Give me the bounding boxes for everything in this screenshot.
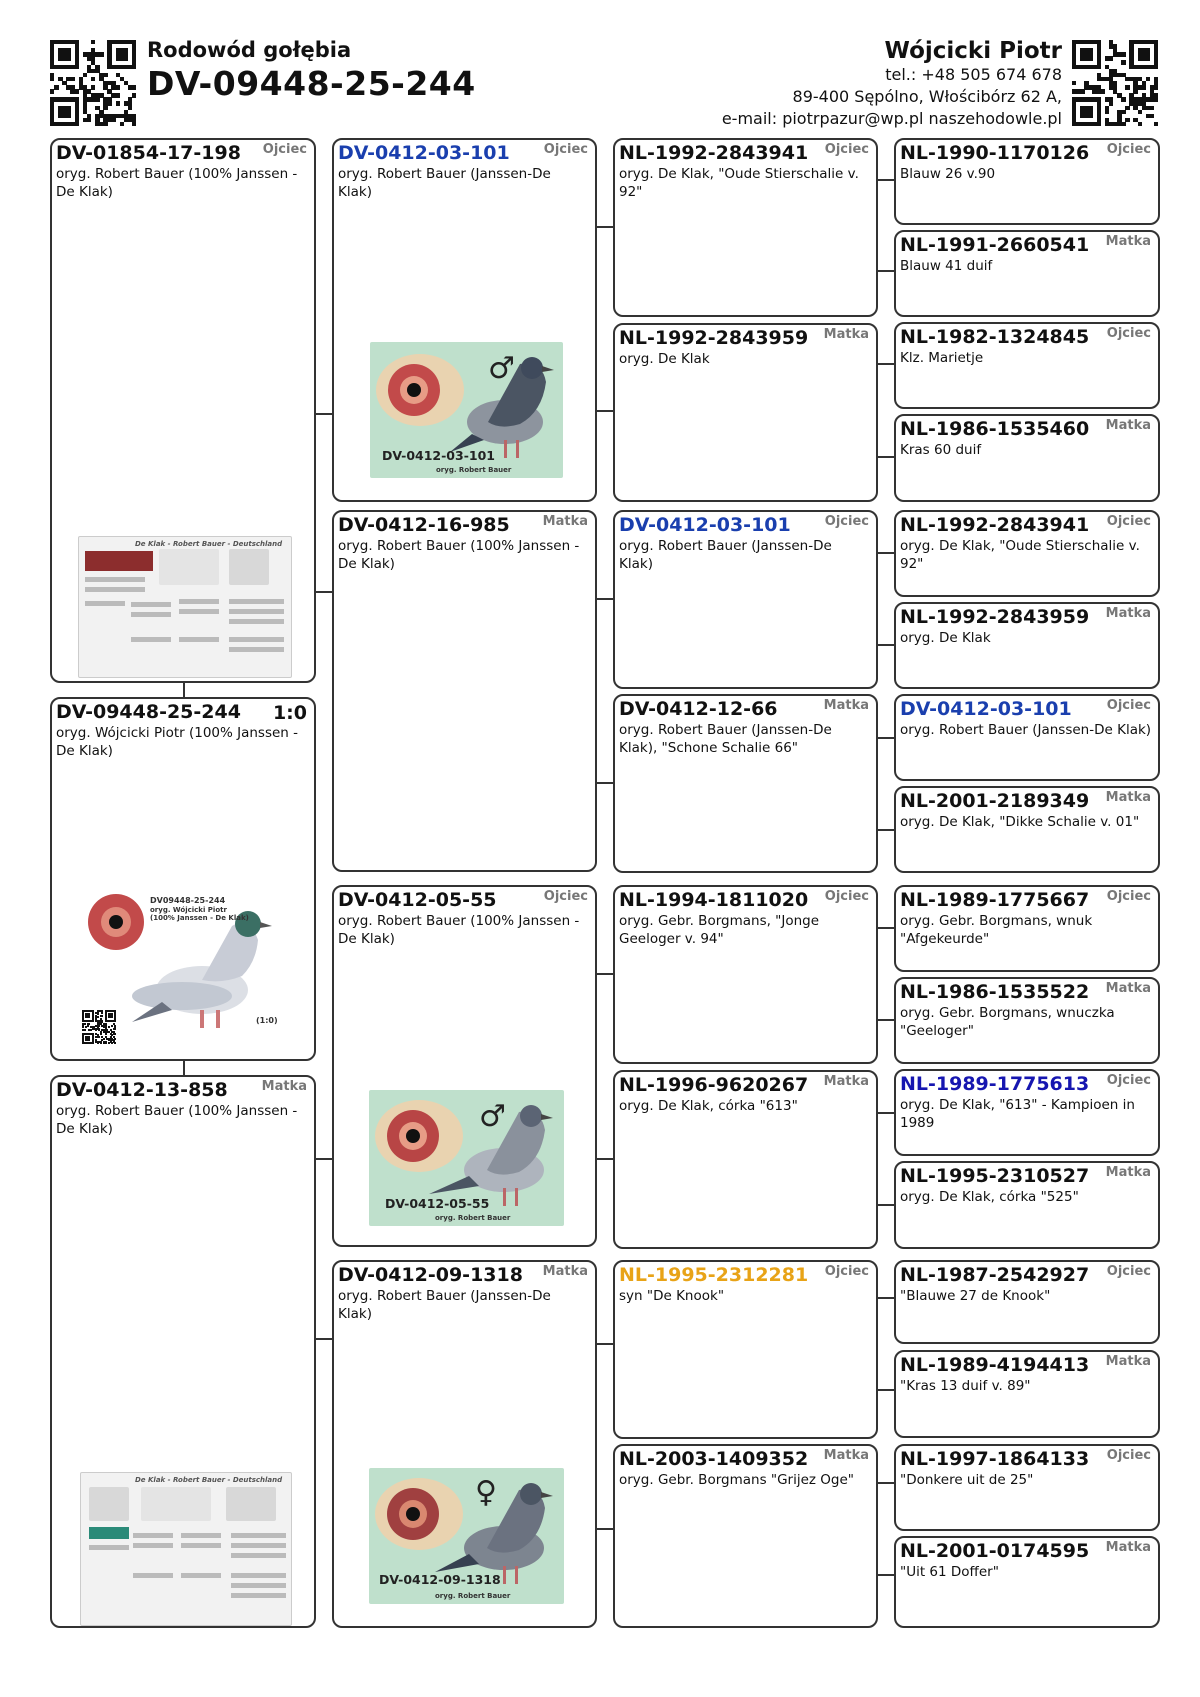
description: oryg. Gebr. Borgmans, "Jonge Geeloger v. 94" — [619, 913, 820, 947]
photo-caption: DV-0412-05-55 — [385, 1196, 490, 1211]
description: oryg. Robert Bauer (100% Janssen - De Klak) — [338, 913, 580, 947]
ring-number: NL-1997-1864133 — [900, 1448, 1090, 1470]
description: oryg. Wójcicki Piotr (100% Janssen - De Klak) — [56, 725, 299, 759]
gen3-card[interactable] — [613, 510, 878, 689]
gen4-card[interactable] — [894, 1260, 1160, 1344]
sex-label: Ojciec — [1106, 698, 1151, 713]
gen3-card[interactable] — [613, 1070, 878, 1249]
sire-card[interactable] — [50, 138, 316, 683]
pigeon-photo — [370, 342, 563, 478]
sex-label: Ojciec — [824, 1264, 869, 1279]
ring-number: DV-01854-17-198 — [56, 142, 241, 164]
ring-number: NL-1987-2542927 — [900, 1264, 1090, 1286]
connector — [596, 782, 613, 784]
gen4-card[interactable] — [894, 414, 1160, 502]
sex-label: Matka — [542, 1264, 588, 1279]
description: Blauw 41 duif — [900, 258, 993, 274]
description: oryg. Robert Bauer (Janssen-De Klak) — [338, 166, 551, 200]
sex-label: Ojciec — [543, 889, 588, 904]
sex-label: Matka — [823, 1448, 869, 1463]
gen4-card[interactable] — [894, 786, 1160, 873]
photo-caption-owner: oryg. Wójcicki Piotr — [150, 906, 227, 914]
sex-label: Ojciec — [1106, 889, 1151, 904]
gen4-card[interactable] — [894, 1161, 1160, 1249]
pedigree-document-image — [78, 536, 292, 678]
female-symbol-icon: ♀ — [475, 1475, 497, 1510]
ring-number: NL-2001-0174595 — [900, 1540, 1090, 1562]
description: Blauw 26 v.90 — [900, 166, 996, 182]
ring-number: NL-1992-2843941 — [619, 142, 809, 164]
description: oryg. De Klak, "Oude Stierschalie v. 92" — [619, 166, 859, 200]
qr-code-left — [50, 40, 136, 126]
ring-number: NL-1996-9620267 — [619, 1074, 809, 1096]
sex-label: Matka — [1105, 606, 1151, 621]
owner-phone: tel.: +48 505 674 678 — [885, 65, 1062, 84]
ring-number: NL-1982-1324845 — [900, 326, 1090, 348]
ring-number: NL-1995-2310527 — [900, 1165, 1090, 1187]
gen4-card[interactable] — [894, 694, 1160, 781]
sex-label: Ojciec — [1106, 326, 1151, 341]
ring-number: DV-0412-12-66 — [619, 698, 778, 720]
photo-caption-owner: oryg. Robert Bauer — [436, 466, 512, 474]
sex-label: Matka — [1105, 790, 1151, 805]
document-title: De Klak - Robert Bauer - Deutschland — [135, 540, 283, 548]
connector — [877, 270, 894, 272]
description: oryg. Robert Bauer (Janssen-De Klak) — [619, 538, 832, 572]
connector — [183, 682, 185, 698]
connector — [877, 1574, 894, 1576]
connector — [877, 644, 894, 646]
main-pigeon-photo — [82, 892, 284, 1047]
gen3-card[interactable] — [613, 694, 878, 873]
ring-number: NL-1994-1811020 — [619, 889, 809, 911]
sex-label: Matka — [1105, 1165, 1151, 1180]
sex-label: Ojciec — [824, 142, 869, 157]
sex-label: Ojciec — [1106, 1073, 1151, 1088]
document-title: De Klak - Robert Bauer - Deutschland — [135, 1476, 283, 1484]
connector — [315, 591, 332, 593]
ring-number: NL-1992-2843959 — [900, 606, 1090, 628]
gen4-card[interactable] — [894, 1069, 1160, 1156]
ring-number: DV-0412-03-101 — [338, 142, 510, 164]
sex-label: Ojciec — [1106, 1448, 1151, 1463]
description: "Kras 13 duif v. 89" — [900, 1378, 1031, 1394]
connector — [596, 226, 613, 228]
ring-number: DV-0412-09-1318 — [338, 1264, 523, 1286]
result-code: 1:0 — [272, 702, 307, 724]
connector — [877, 1482, 894, 1484]
main-pigeon-card[interactable] — [50, 697, 316, 1061]
description: "Blauwe 27 de Knook" — [900, 1288, 1051, 1304]
sex-label: Ojciec — [824, 514, 869, 529]
description: oryg. Robert Bauer (Janssen-De Klak), "Schone Schalie 66" — [619, 722, 832, 756]
owner-info — [722, 38, 1062, 130]
ring-number: DV-0412-05-55 — [338, 889, 497, 911]
description: Klz. Marietje — [900, 350, 984, 366]
connector — [596, 410, 613, 412]
ring-number: NL-2003-1409352 — [619, 1448, 809, 1470]
connector — [877, 1112, 894, 1114]
ring-number: DV-09448-25-244 — [56, 701, 241, 723]
sex-label: Ojciec — [1106, 1264, 1151, 1279]
description: oryg. Robert Bauer (100% Janssen - De Klak) — [56, 166, 298, 200]
ring-number: NL-1989-1775613 — [900, 1073, 1090, 1095]
sex-label: Matka — [1105, 234, 1151, 249]
connector — [596, 1343, 613, 1345]
ring-number: NL-1986-1535522 — [900, 981, 1090, 1003]
ring-number: NL-1992-2843941 — [900, 514, 1090, 536]
ring-number: NL-1991-2660541 — [900, 234, 1090, 256]
gen4-card[interactable] — [894, 885, 1160, 972]
photo-caption-owner: oryg. Robert Bauer — [435, 1214, 511, 1222]
page-title: Rodowód gołębia — [147, 38, 352, 62]
description: oryg. Robert Bauer (Janssen-De Klak) — [338, 1288, 551, 1322]
male-symbol-icon: ♂ — [488, 351, 515, 386]
sex-label: Ojciec — [1106, 514, 1151, 529]
connector — [315, 1158, 332, 1160]
connector — [877, 1019, 894, 1021]
connector — [315, 1338, 332, 1340]
description: oryg. Gebr. Borgmans, wnuczka "Geeloger" — [900, 1005, 1115, 1039]
gen4-card[interactable] — [894, 510, 1160, 597]
sex-label: Matka — [542, 514, 588, 529]
gen3-card[interactable] — [613, 1260, 878, 1439]
photo-caption-breed: (100% Janssen - De Klak) — [150, 914, 249, 922]
connector — [877, 1204, 894, 1206]
photo-caption-owner: oryg. Robert Bauer — [435, 1592, 511, 1600]
description: oryg. De Klak, "Dikke Schalie v. 01" — [900, 814, 1140, 830]
sex-label: Matka — [823, 698, 869, 713]
ring-number: DV-0412-16-985 — [338, 514, 510, 536]
photo-result-code: (1:0) — [256, 1016, 278, 1025]
description: oryg. De Klak, córka "525" — [900, 1189, 1079, 1205]
gen4-card[interactable] — [894, 230, 1160, 317]
connector — [315, 413, 332, 415]
description: oryg. De Klak — [619, 351, 710, 367]
sex-label: Ojciec — [543, 142, 588, 157]
connector — [877, 179, 894, 181]
pigeon-photo — [369, 1090, 564, 1226]
sex-label: Matka — [823, 327, 869, 342]
description: "Donkere uit de 25" — [900, 1472, 1034, 1488]
ring-number: DV-0412-03-101 — [619, 514, 791, 536]
ring-number: NL-1995-2312281 — [619, 1264, 809, 1286]
description: oryg. De Klak — [900, 630, 991, 646]
ring-number: NL-1989-1775667 — [900, 889, 1090, 911]
qr-code-main — [82, 1010, 116, 1044]
description: "Uit 61 Doffer" — [900, 1564, 999, 1580]
connector — [596, 1158, 613, 1160]
ring-number: NL-1992-2843959 — [619, 327, 809, 349]
description: Kras 60 duif — [900, 442, 982, 458]
gen2-card-sire-dam[interactable] — [332, 510, 597, 872]
description: oryg. Robert Bauer (Janssen-De Klak) — [900, 722, 1152, 738]
connector — [596, 1528, 613, 1530]
sex-label: Ojciec — [824, 889, 869, 904]
connector — [183, 1060, 185, 1075]
pigeon-photo — [369, 1468, 564, 1604]
connector — [596, 973, 613, 975]
pedigree-document-image — [80, 1472, 292, 1626]
gen3-card[interactable] — [613, 1444, 878, 1628]
gen4-card[interactable] — [894, 977, 1160, 1064]
description: oryg. Gebr. Borgmans, wnuk "Afgekeurde" — [900, 913, 1093, 947]
dam-card[interactable] — [50, 1075, 316, 1628]
owner-address: 89-400 Sępólno, Włościbórz 62 A, — [792, 87, 1062, 106]
ring-number: DV-0412-03-101 — [900, 698, 1072, 720]
description: oryg. Robert Bauer (100% Janssen - De Klak) — [56, 1103, 298, 1137]
photo-caption: DV09448-25-244 — [150, 896, 226, 905]
gen3-card[interactable] — [613, 323, 878, 502]
qr-code-right — [1072, 40, 1158, 126]
description: oryg. De Klak, "613" - Kampioen in 1989 — [900, 1097, 1135, 1131]
connector — [877, 737, 894, 739]
ring-number: NL-1986-1535460 — [900, 418, 1090, 440]
male-symbol-icon: ♂ — [479, 1099, 506, 1134]
ring-number: NL-1990-1170126 — [900, 142, 1090, 164]
owner-email: e-mail: piotrpazur@wp.pl naszehodowle.pl — [721, 109, 1062, 128]
gen4-card[interactable] — [894, 1350, 1160, 1438]
photo-caption: DV-0412-09-1318 — [379, 1572, 501, 1587]
connector — [877, 363, 894, 365]
gen2-card-sire-sire[interactable] — [332, 138, 597, 502]
gen2-card-dam-sire[interactable] — [332, 885, 597, 1247]
connector — [877, 552, 894, 554]
ring-number: NL-1989-4194413 — [900, 1354, 1090, 1376]
sex-label: Matka — [1105, 1354, 1151, 1369]
description: syn "De Knook" — [619, 1288, 725, 1304]
photo-caption: DV-0412-03-101 — [382, 448, 495, 463]
owner-name: Wójcicki Piotr — [884, 38, 1062, 64]
gen4-card[interactable] — [894, 1536, 1160, 1628]
connector — [877, 456, 894, 458]
sex-label: Matka — [261, 1079, 307, 1094]
connector — [877, 927, 894, 929]
description: oryg. De Klak, córka "613" — [619, 1098, 798, 1114]
gen2-card-dam-dam[interactable] — [332, 1260, 597, 1628]
connector — [877, 1389, 894, 1391]
ring-number: NL-2001-2189349 — [900, 790, 1090, 812]
sex-label: Matka — [823, 1074, 869, 1089]
gen3-card[interactable] — [613, 138, 878, 317]
description: oryg. De Klak, "Oude Stierschalie v. 92" — [900, 538, 1140, 572]
sex-label: Matka — [1105, 981, 1151, 996]
connector — [877, 829, 894, 831]
gen4-card[interactable] — [894, 322, 1160, 409]
gen4-card[interactable] — [894, 602, 1160, 689]
description: oryg. Robert Bauer (100% Janssen - De Klak) — [338, 538, 580, 572]
ring-number: DV-0412-13-858 — [56, 1079, 228, 1101]
sex-label: Ojciec — [1106, 142, 1151, 157]
gen4-card[interactable] — [894, 138, 1160, 225]
gen4-card[interactable] — [894, 1444, 1160, 1531]
connector — [877, 1297, 894, 1299]
connector — [596, 598, 613, 600]
sex-label: Matka — [1105, 1540, 1151, 1555]
sex-label: Ojciec — [262, 142, 307, 157]
sex-label: Matka — [1105, 418, 1151, 433]
description: oryg. Gebr. Borgmans "Grijez Oge" — [619, 1472, 855, 1488]
gen3-card[interactable] — [613, 885, 878, 1064]
pigeon-ring-number: DV-09448-25-244 — [147, 64, 476, 103]
